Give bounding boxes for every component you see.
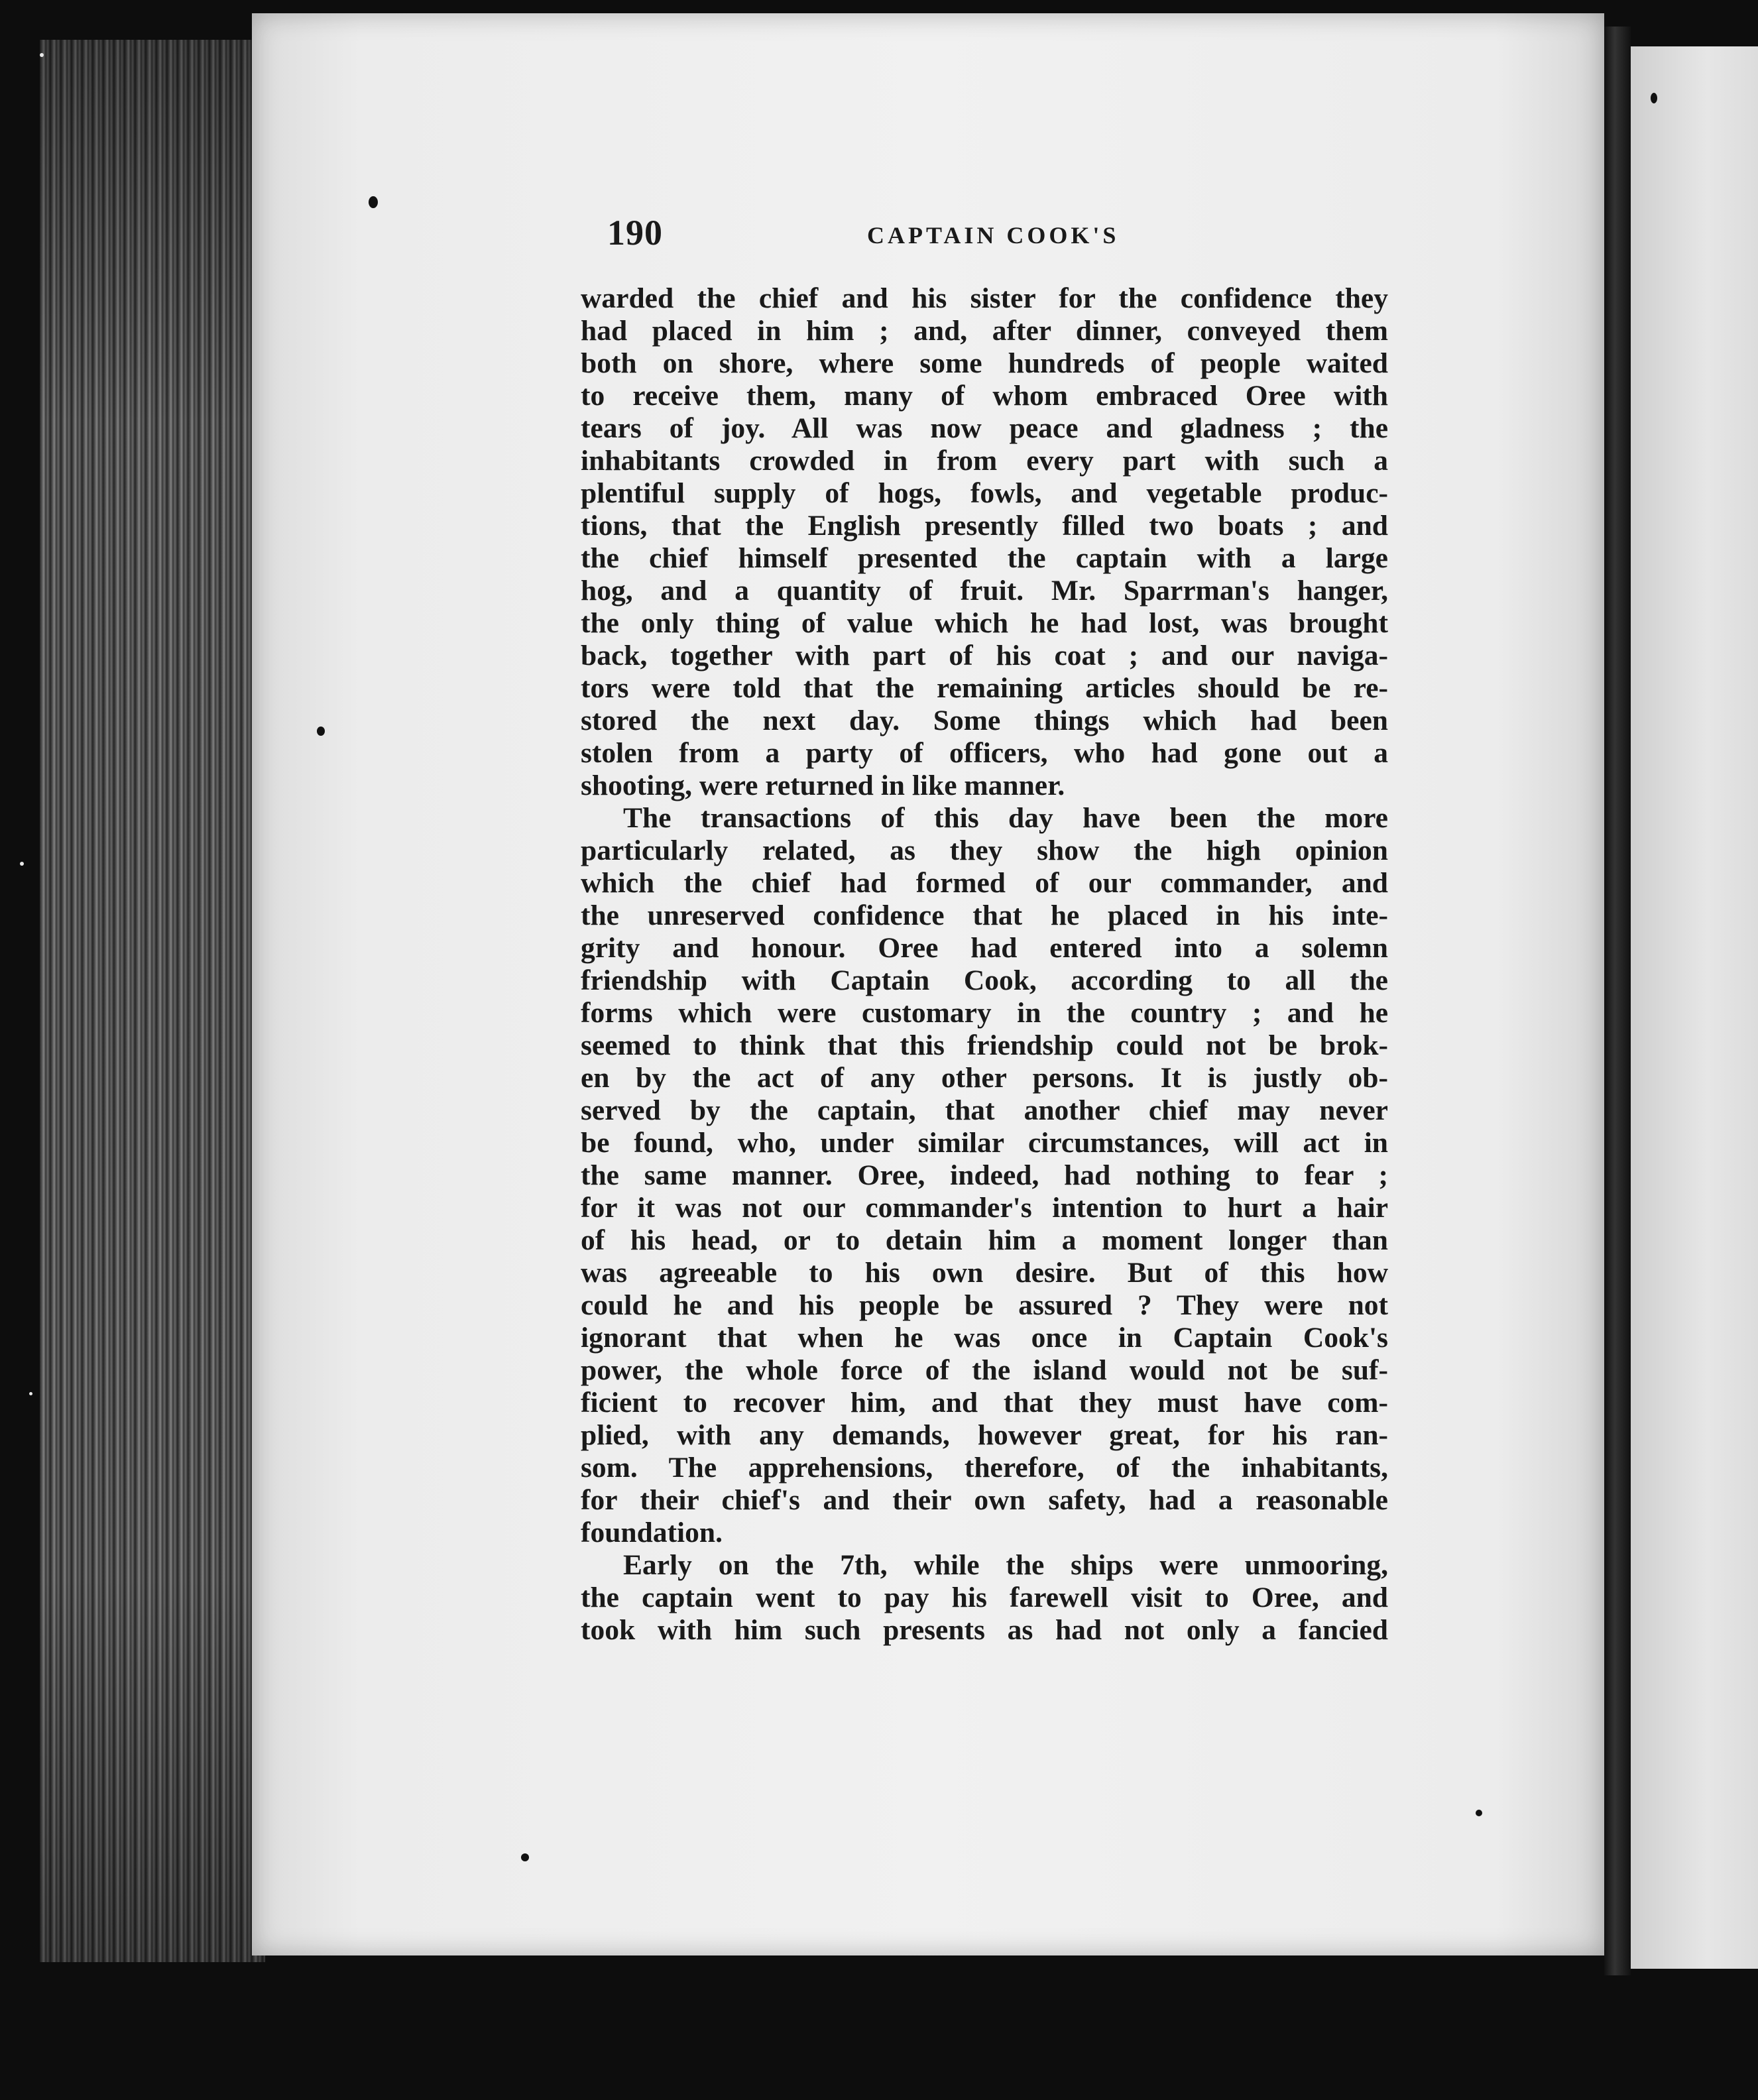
scan-speck — [317, 727, 325, 736]
text-line: plied, with any demands, however great, for his ran- — [581, 1419, 1388, 1451]
text-line: served by the captain, that another chief may never — [581, 1094, 1388, 1126]
text-line: som. The apprehensions, therefore, of the inhabitants, — [581, 1452, 1388, 1484]
text-line: the chief himself presented the captain with a large — [581, 542, 1388, 574]
paragraph — [581, 802, 1388, 1549]
text-line: The transactions of this day have been the more — [623, 802, 1388, 834]
scan-speck — [29, 1392, 32, 1395]
page-edges — [40, 40, 265, 1962]
text-line: took with him such presents as had not only a fancied — [581, 1614, 1388, 1646]
text-line: Early on the 7th, while the ships were unmooring, — [623, 1549, 1388, 1581]
text-line: both on shore, where some hundreds of people waited — [581, 347, 1388, 379]
running-head-title: CAPTAIN COOK'S — [867, 222, 1120, 249]
scan-speck — [20, 862, 24, 866]
text-line: to receive them, many of whom embraced Oree with — [581, 380, 1388, 412]
text-line: was agreeable to his own desire. But of this how — [581, 1257, 1388, 1289]
text-line: power, the whole force of the island would not be suf- — [581, 1354, 1388, 1386]
facing-page-edge — [1631, 46, 1758, 1969]
text-line: tears of joy. All was now peace and gladness ; the — [581, 412, 1388, 444]
text-line: foundation. — [581, 1517, 723, 1548]
text-line: stolen from a party of officers, who had gone out a — [581, 737, 1388, 769]
text-line: particularly related, as they show the high opinion — [581, 835, 1388, 866]
text-line: en by the act of any other persons. It is justly ob- — [581, 1062, 1388, 1094]
paragraph — [581, 282, 1388, 802]
text-line: stored the next day. Some things which had been — [581, 705, 1388, 736]
gutter-shadow — [1604, 27, 1631, 1975]
text-line: shooting, were returned in like manner. — [581, 770, 1065, 801]
text-line: had placed in him ; and, after dinner, conveyed them — [581, 315, 1388, 347]
text-line: tors were told that the remaining articles should be re- — [581, 672, 1388, 704]
text-line: tions, that the English presently filled two boats ; and — [581, 510, 1388, 542]
scan-speck — [369, 196, 378, 208]
text-line: for their chief's and their own safety, had a reasonable — [581, 1484, 1388, 1516]
text-line: the only thing of value which he had lost, was brought — [581, 607, 1388, 639]
page-number: 190 — [607, 213, 663, 253]
text-line: could he and his people be assured ? They were not — [581, 1289, 1388, 1321]
text-line: the unreserved confidence that he placed in his inte- — [581, 900, 1388, 931]
text-line: back, together with part of his coat ; and our naviga- — [581, 640, 1388, 671]
text-line: ignorant that when he was once in Captain Cook's — [581, 1322, 1388, 1354]
text-line: of his head, or to detain him a moment longer than — [581, 1224, 1388, 1256]
scan-speck — [1651, 93, 1657, 103]
text-line: the captain went to pay his farewell visit to Oree, and — [581, 1582, 1388, 1613]
text-line: warded the chief and his sister for the confidence they — [581, 282, 1388, 314]
page-text — [581, 212, 1388, 1647]
scan-speck — [1476, 1810, 1482, 1816]
text-line: friendship with Captain Cook, according to all the — [581, 964, 1388, 996]
text-line: forms which were customary in the country ; and he — [581, 997, 1388, 1029]
text-line: seemed to think that this friendship could not be brok- — [581, 1029, 1388, 1061]
scan-speck — [521, 1853, 529, 1861]
text-line: for it was not our commander's intention to hurt a hair — [581, 1192, 1388, 1224]
text-line: the same manner. Oree, indeed, had nothing to fear ; — [581, 1159, 1388, 1191]
paragraph — [581, 1549, 1388, 1647]
text-line: inhabitants crowded in from every part with such a — [581, 445, 1388, 477]
text-line: plentiful supply of hogs, fowls, and vegetable produc- — [581, 477, 1388, 509]
text-line: grity and honour. Oree had entered into a solemn — [581, 932, 1388, 964]
text-line: which the chief had formed of our commander, and — [581, 867, 1388, 899]
text-line: ficient to recover him, and that they must have com- — [581, 1387, 1388, 1419]
text-line: be found, who, under similar circumstances, will act in — [581, 1127, 1388, 1159]
scan-speck — [40, 53, 44, 57]
text-line: hog, and a quantity of fruit. Mr. Sparrman's hanger, — [581, 575, 1388, 607]
running-head — [581, 212, 1388, 265]
